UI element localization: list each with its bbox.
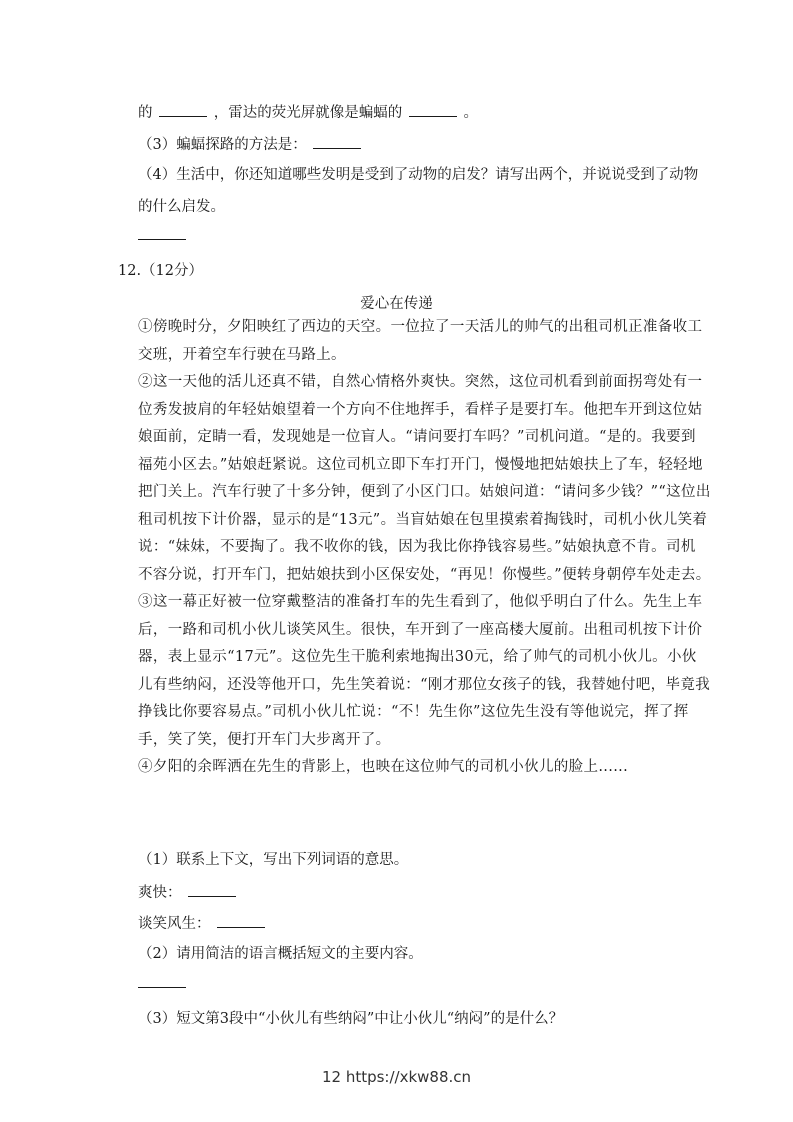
word-meaning-tanxiaofengsheng: 谈笑风生： xyxy=(138,913,267,934)
answer-blank[interactable] xyxy=(138,973,186,988)
page-footer xyxy=(0,1068,793,1086)
answer-blank[interactable] xyxy=(313,134,361,149)
sub-question-1: （1）联系上下文，写出下列词语的意思。 xyxy=(138,852,409,868)
sub-question-3: （3）短文第3段中“小伙儿有些纳闷”中让小伙儿“纳闷”的是什么？ xyxy=(138,1011,564,1027)
answer-blank[interactable] xyxy=(188,882,236,897)
sub-question-2: （2）请用简洁的语言概括短文的主要内容。 xyxy=(138,946,423,962)
answer-blank[interactable] xyxy=(217,913,265,928)
question-4-line2: 的什么启发。 xyxy=(138,199,225,215)
passage-paragraph-4: ④夕阳的余晖洒在先生的背影上，也映在这位帅气的司机小伙儿的脸上...... xyxy=(138,759,629,775)
answer-blank[interactable] xyxy=(409,102,457,117)
word-meaning-shuangkuai: 爽快： xyxy=(138,882,238,903)
page-number: 12 xyxy=(321,1068,342,1086)
footer-url: https://xkw88.cn xyxy=(345,1068,472,1086)
answer-line-radar: 的 ，雷达的荧光屏就像是蝙蝠的 。 xyxy=(138,102,478,123)
question-12-number: 12.（12分） xyxy=(118,263,204,279)
passage-paragraph-2: ②这一天他的活儿还真不错，自然心情格外爽快。突然，这位司机看到前面拐弯处有一 位秀发披肩的年轻姑娘望着一个方向不住地挥手，看样子是要打车。他把车开到这位姑 娘面前，定睛一看，发现她是一位盲人。“请问要打车吗？”司机问道。“是的。我要到 福苑小区去。”姑娘赶紧说。这位司机立即下车打开门，慢慢地把姑娘扶上了车，轻轻地 把门关上。汽车行驶了十多分钟，便到了小区门口。姑娘问道：“请问多少钱？”“这位出 租司机按下计价器，显示的是“13元”。当盲姑娘在包里摸索着掏钱时，司机小伙儿笑着 说：“妹妹，不要掏了。我不收你的钱，因为我比你挣钱容易些。”姑娘执意不肯。司机 不容分说，打开车门，把姑娘扶到小区保安处，“再见！你慢些。”便转身朝停车处走去。 xyxy=(138,374,711,583)
question-4-line1: （4）生活中，你还知道哪些发明是受到了动物的启发？请写出两个，并说说受到了动物 xyxy=(138,167,699,183)
passage-paragraph-3: ③这一幕正好被一位穿戴整洁的准备打车的先生看到了，他似乎明白了什么。先生上车 后，一路和司机小伙儿谈笑风生。很快，车开到了一座高楼大厦前。出租司机按下计价 器，表上显示“17元”。这位先生干脆利索地掏出30元，给了帅气的司机小伙儿。小伙 儿有些纳闷，还没等他开口，先生笑着说：“刚才那位女孩子的钱，我替她付吧，毕竟我 挣钱比你要容易点。”司机小伙儿忙说：“不！先生你”这位先生没有等他说完，挥了挥 手，笑了笑，便打开车门大步离开了。 xyxy=(138,594,711,748)
passage-title: 爱心在传递 xyxy=(360,296,433,312)
answer-line[interactable] xyxy=(138,973,186,994)
passage-paragraph-1: ①傍晚时分，夕阳映红了西边的天空。一位拉了一天活儿的帅气的出租司机正准备收工 交班，开着空车行驶在马路上。 xyxy=(138,319,703,363)
answer-blank[interactable] xyxy=(159,102,207,117)
question-3-bat: （3）蝙蝠探路的方法是： xyxy=(138,134,363,155)
answer-line[interactable] xyxy=(138,225,186,246)
answer-blank[interactable] xyxy=(138,225,186,240)
